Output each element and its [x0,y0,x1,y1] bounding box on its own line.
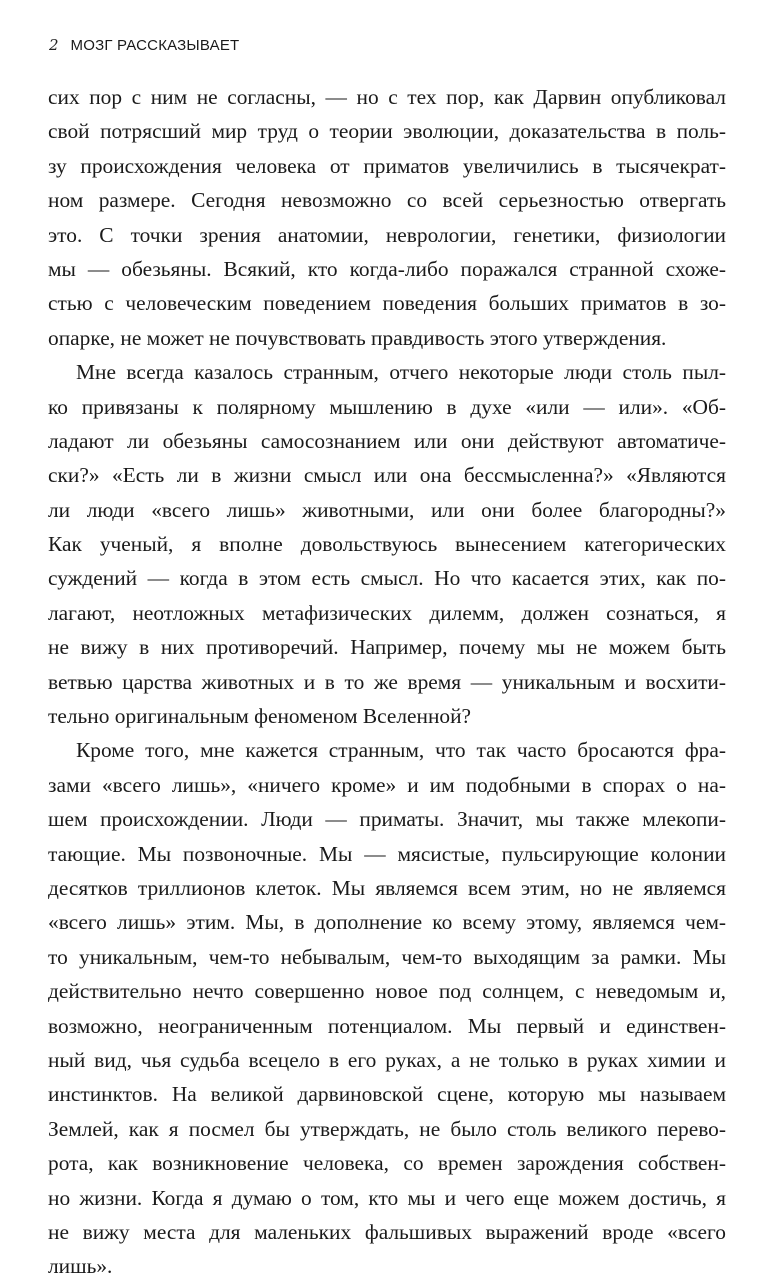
text-line: это. С точки зрения анатомии, неврологии, генетики, физиологии [48,222,726,247]
text-line: стью с человеческим поведением поведения больших приматов в зо- [48,291,726,316]
text-line: сих пор с ним не согласны, — но с тех пор, как Дарвин опубликовал [48,85,726,109]
text-line: инстинктов. На великой дарвиновской сцене, которую мы называем [48,1082,726,1107]
text-line: десятков триллионов клеток. Мы являемся всем этим, но не являемся [48,875,726,900]
text-line: «всего лишь» этим. Мы, в дополнение ко всему этому, являемся чем- [48,910,726,935]
text-line: тельно оригинальным феноменом Вселенной? [48,704,472,729]
text-line: ли люди «всего лишь» животными, или они более благородны?» [48,497,726,522]
text-line: опарке, не может не почувствовать правдивость этого утверждения. [48,325,667,350]
text-line: ладают ли обезьяны самосознанием или они действуют автоматиче- [48,428,726,453]
text-line: зу происхождения человека от приматов увеличились в тысячекрат- [48,153,726,178]
running-title: МОЗГ РАССКАЗЫВАЕТ [70,37,240,54]
text-line: ный вид, чья судьба всецело в его руках, а не только в руках химии и [48,1047,726,1072]
text-line: шем происхождении. Люди — приматы. Значит, мы также млекопи- [48,807,726,832]
text-line: ветвью царства животных и в то же время — уникальным и восхити- [48,669,726,694]
text-line: мы — обезьяны. Всякий, кто когда-либо поражался странной схоже- [48,256,726,281]
text-line: рота, как возникновение человека, со времен зарождения собствен- [48,1151,726,1176]
text-line: ном размере. Сегодня невозможно со всей серьезностью отвергать [48,188,726,213]
text-line: Мне всегда казалось странным, отчего некоторые люди столь пыл- [76,360,726,385]
text-line: возможно, неограниченным потенциалом. Мы первый и единствен- [48,1013,726,1038]
text-line: свой потрясший мир труд о теории эволюции, доказательства в поль- [48,119,726,144]
text-line: но жизни. Когда я думаю о том, кто мы и чего еще можем достичь, я [48,1185,726,1210]
page-number: 2 [49,36,59,54]
body-text [48,80,726,1284]
text-line: действительно нечто совершенно новое под солнцем, с неведомым и, [48,979,726,1004]
text-line: Кроме того, мне кажется странным, что так часто бросаются фра- [76,738,726,763]
paragraph-1 [48,80,726,355]
text-line: ко привязаны к полярному мышлению в духе «или — или». «Об- [48,394,726,419]
paragraph-3 [48,733,726,1283]
running-head [49,36,239,54]
text-line: лагают, неотложных метафизических дилемм, должен сознаться, я [48,600,726,625]
text-line: ски?» «Есть ли в жизни смысл или она бессмысленна?» «Являются [48,463,726,488]
text-line: тающие. Мы позвоночные. Мы — мясистые, пульсирующие колонии [48,841,726,866]
text-line: не вижу места для маленьких фальшивых выражений вроде «всего [48,1219,726,1244]
text-line: лишь». [48,1254,113,1279]
text-line: Как ученый, я вполне довольствуюсь вынесением категорических [48,532,726,557]
paragraph-2 [48,355,726,733]
text-line: то уникальным, чем-то небывалым, чем-то выходящим за рамки. Мы [48,944,726,969]
text-line: не вижу в них противоречий. Например, почему мы не можем быть [48,635,726,660]
text-line: Землей, как я посмел бы утверждать, не было столь великого перево- [48,1116,726,1141]
text-line: суждений — когда в этом есть смысл. Но что касается этих, как по- [48,566,726,591]
text-line: зами «всего лишь», «ничего кроме» и им подобными в спорах о на- [48,772,726,797]
